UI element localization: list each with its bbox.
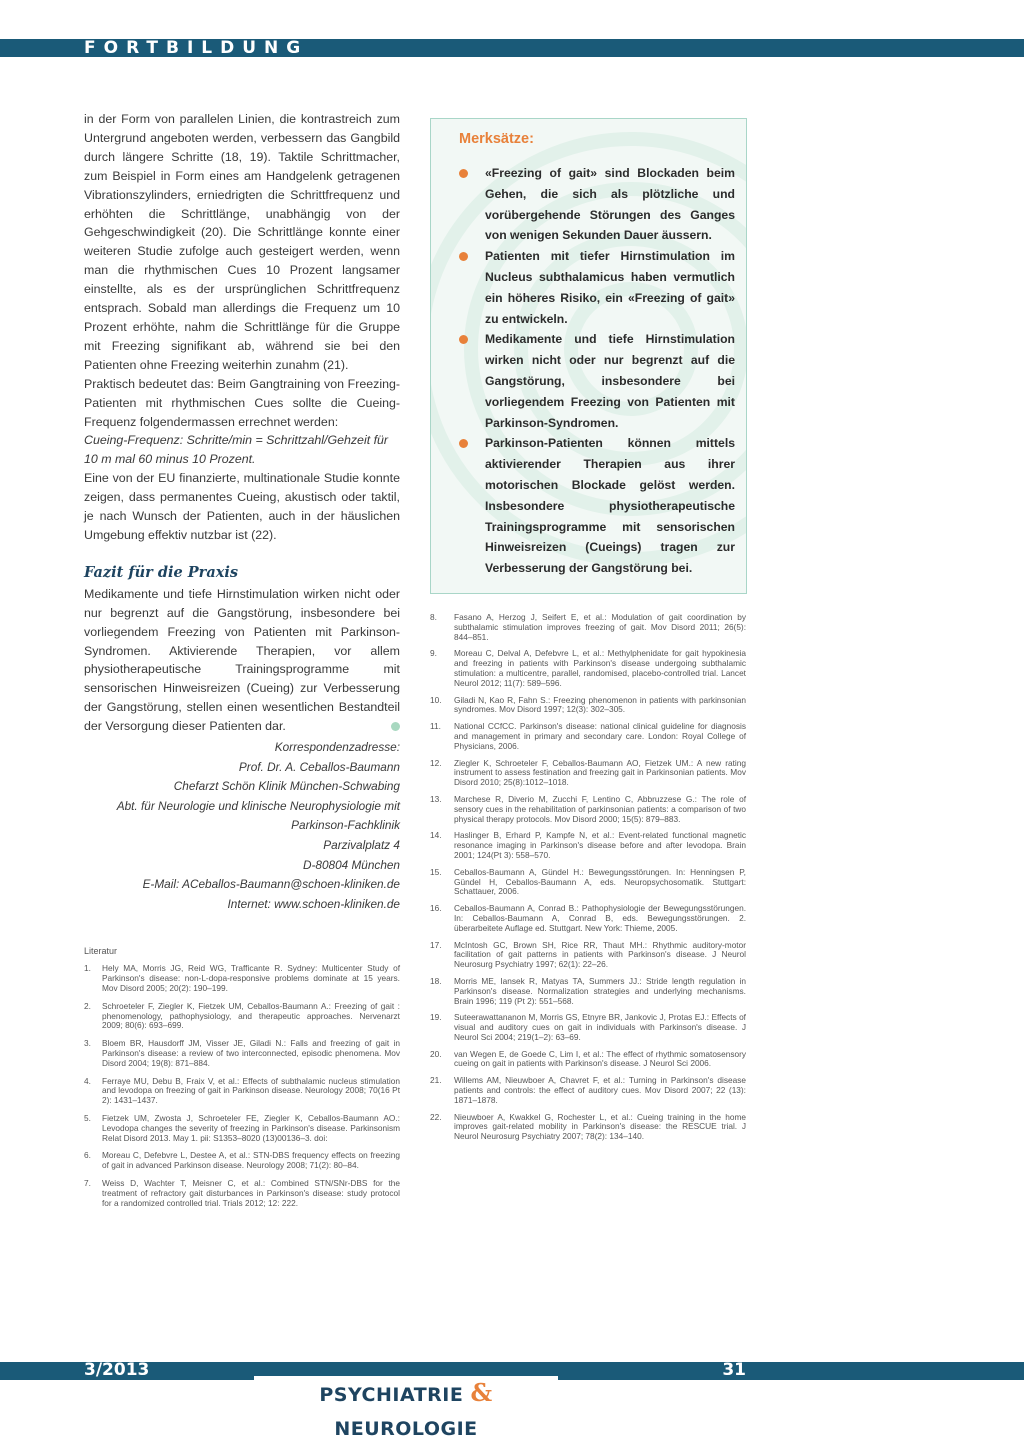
- address-role: Chefarzt Schön Klinik München-Schwabing: [173, 779, 400, 794]
- reference-item: [430, 759, 746, 788]
- reference-text: Ferraye MU, Debu B, Fraix V, et al.: Effects of subthalamic nucleus stimulation and levodopa on freezing of gait in Parkinson disease. Neurology 2008; 70(16 Pt 2): 1431–1437.: [102, 1075, 400, 1106]
- reference-text: van Wegen E, de Goede C, Lim I, et al.: The effect of rhythmic somatosensory cueing on gait in patients with Parkinson's disease. J Neurol Sci 2006.: [454, 1048, 746, 1069]
- merksatz-item: [459, 163, 735, 246]
- reference-item: [430, 613, 746, 642]
- reference-text: Schroeteler F, Ziegler K, Fietzek UM, Ceballos-Baumann A.: Freezing of gait : phenomenology, pathophysiology, and therapeutic approaches. Nervenarzt 2009; 80(6): 693–699.: [102, 1000, 400, 1031]
- reference-number: 3.: [84, 1038, 91, 1049]
- correspondence-address: [84, 738, 400, 914]
- fazit-text: [84, 585, 400, 736]
- reference-text: Willems AM, Nieuwboer A, Chavret F, et al.: Turning in Parkinson's disease patients and controls: the effect of auditory cues. Mov Disord 2007; 22 (13): 1871–1878.: [454, 1075, 746, 1105]
- reference-text: Moreau C, Defebvre L, Destee A, et al.: STN-DBS frequency effects on freezing of gait in advanced Parkinson disease. Neurology 2008; 71(2): 80–84.: [102, 1150, 400, 1171]
- body-paragraph: Praktisch bedeutet das: Beim Gangtraining von Freezing-Patienten mit rhythmischen Cues sollte die Cueing-Frequenz folgendermassen errechnet werden:: [84, 376, 400, 429]
- journal-name: [254, 1376, 558, 1446]
- reference-text: National CCfCC. Parkinson's disease: national clinical guideline for diagnosis and management in primary and secondary care. London: Royal College of Physicians, 2006.: [454, 721, 746, 751]
- reference-text: Haslinger B, Erhard P, Kampfe N, et al.: Event-related functional magnetic resonance imaging in Parkinson's disease before and after levodopa. Brain 2001; 124(Pt 3): 558–570.: [454, 830, 746, 860]
- address-dept: Abt. für Neurologie und klinische Neurophysiologie mit: [116, 798, 400, 813]
- reference-number: 17.: [430, 939, 442, 950]
- reference-item: [430, 649, 746, 688]
- reference-item: [430, 868, 746, 897]
- page-number: 31: [722, 1360, 746, 1380]
- merksatz-text: «Freezing of gait» sind Blockaden beim Gehen, die sich als plötzliche und vorübergehende Störungen des Ganges von wenigen Sekunden Dauer äussern.: [485, 166, 735, 243]
- reference-number: 10.: [430, 694, 442, 705]
- merksatz-text: Parkinson-Patienten können mittels aktivierender Therapien aus ihrer motorischen Blockade gelöst werden. Insbesondere physiotherapeutische Trainingsprogramme mit sensorischen Hinweisreizen (Cueings) tragen zur Verbesserung der Gangstörung bei.: [485, 436, 735, 576]
- reference-number: 5.: [84, 1113, 91, 1123]
- end-of-article-icon: [391, 722, 400, 731]
- reference-number: 12.: [430, 757, 442, 768]
- reference-number: 4.: [84, 1075, 91, 1086]
- reference-item: [430, 1013, 746, 1042]
- fazit-heading: Fazit für die Praxis: [84, 563, 239, 581]
- reference-item: [430, 977, 746, 1006]
- reference-text: Weiss D, Wachter T, Meisner C, et al.: Combined STN/SNr-DBS for the treatment of refractory gait disturbances in Parkinson's disease: study protocol for a randomized controlled trial. Trials 2012; 12: 222.: [102, 1177, 400, 1208]
- reference-number: 6.: [84, 1150, 91, 1161]
- address-email: E-Mail: ACeballos-Baumann@schoen-kliniken.de: [142, 877, 400, 892]
- reference-number: 14.: [430, 830, 442, 841]
- body-paragraph: in der Form von parallelen Linien, die kontrastreich zum Untergrund angeboten werden, verbessern das Gangbild durch längere Schritte (18, 19). Taktile Schrittmacher, zum Beispiel in Form eines am Handgelenk getragenen Vibrationszylinders, erniedrigten die Schrittfrequenz und erhöhten die Schrittlänge, unabhängig von der Gehgeschwindigkeit (20). Die Schrittlänge konnte einer weiteren Studie zufolge auch gesteigert werden, wenn man die rhythmischen Cues 10 Prozent langsamer einstellte, als es der ursprünglichen Schrittfrequenz entsprach. Sobald man allerdings die Frequenz um 10 Prozent erhöhte, nahm die Schrittlänge für die Gruppe mit Freezing signifikant ab, während sie bei den Patienten ohne Freezing weiterhin zunahm (21).: [84, 112, 400, 372]
- address-city: D-80804 München: [302, 857, 400, 872]
- bullet-icon: [459, 335, 468, 344]
- fazit-body: Medikamente und tiefe Hirnstimulation wirken nicht oder nur begrenzt auf die Gangstörung, insbesondere bei vorliegendem Freezing von Patienten mit Parkinson-Syndromen. Aktivierende Therapien, vor allem physiotherapeutische Trainingsprogramme mit sensorischen Hinweisreizen (Cueing) zur Verbesserung der Gangstörung, stellen einen wesentlichen Bestandteil der Versorgung dieser Patienten dar.: [84, 586, 400, 734]
- reference-item: [430, 1113, 746, 1142]
- reference-item: [430, 696, 746, 716]
- merksatz-text: Medikamente und tiefe Hirnstimulation wirken nicht oder nur begrenzt auf die Gangstörung, insbesondere bei vorliegendem Freezing von Patienten mit Parkinson-Syndromen.: [485, 332, 735, 430]
- reference-item: [84, 1151, 400, 1171]
- reference-text: McIntosh GC, Brown SH, Rice RR, Thaut MH.: Rhythmic auditory-motor facilitation of gait patterns in patients with Parkinson's disease. J Neurol Neurosurg Psychiatry 1997; 62(1): 22–26.: [454, 939, 746, 970]
- reference-item: [430, 795, 746, 824]
- reference-text: Ceballos-Baumann A, Conrad B.: Pathophysiologie der Bewegungsstörungen. In: Ceballos-Baumann A, Conrad B, eds. Bewegungsstörungen. 2. überarbeitete Auflage ed. Stuttgart. New York: Thieme, 2005.: [454, 903, 746, 933]
- merksaetze-box: [430, 118, 747, 594]
- reference-text: Nieuwboer A, Kwakkel G, Rochester L, et al.: Cueing training in the home improves gait-related mobility in Parkinson's disease: the RESCUE trial. J Neurol Neurosurg Psychiatry 2007; 78(2): 134–140.: [454, 1111, 746, 1142]
- reference-text: Marchese R, Diverio M, Zucchi F, Lentino C, Abbruzzese G.: The role of sensory cues in the rehabilitation of parkinsonian patients: a comparison of two physical therapy protocols. Mov Disord 2000; 15(5): 879–883.: [454, 793, 746, 824]
- reference-item: [84, 1077, 400, 1106]
- address-street: Parzivalplatz 4: [323, 838, 400, 853]
- reference-item: [430, 941, 746, 970]
- bullet-icon: [459, 439, 468, 448]
- reference-text: Moreau C, Delval A, Defebvre L, et al.: Methylphenidate for gait hypokinesia and freezing in patients with Parkinson's disease undergoing subthalamic stimulation: a multicentre, parallel, randomised, placebo-controlled trial. Lancet Neurol 2012; 11(7): 589–596.: [454, 648, 746, 688]
- reference-number: 15.: [430, 866, 442, 877]
- reference-text: Ceballos-Baumann A, Gündel H.: Bewegungsstörungen. In: Henningsen P, Gündel H, Ceballos-Baumann A, eds. Neuropsychosomatik. Stuttgart: Schattauer, 2006.: [454, 866, 746, 897]
- reference-item: [84, 1002, 400, 1031]
- ampersand-icon: &: [470, 1378, 493, 1407]
- address-web: Internet: www.schoen-kliniken.de: [227, 896, 400, 911]
- reference-item: [430, 1050, 746, 1070]
- section-label: FORTBILDUNG: [84, 38, 309, 58]
- reference-number: 19.: [430, 1012, 442, 1023]
- reference-number: 7.: [84, 1177, 91, 1188]
- reference-text: Hely MA, Morris JG, Reid WG, Trafficante R. Sydney: Multicenter Study of Parkinson's disease: non-L-dopa-responsive problems dominate at 15 years. Mov Disord 2005; 20(2): 190–199.: [102, 963, 400, 994]
- reference-item: [430, 1076, 746, 1105]
- reference-number: 20.: [430, 1048, 442, 1059]
- body-paragraph: Eine von der EU finanzierte, multinationale Studie konnte zeigen, dass permanentes Cueing, akustisch oder taktil, je nach Wunsch der Patienten, auch in der häuslichen Umgebung effektiv nutzbar ist (22).: [84, 471, 400, 542]
- reference-number: 21.: [430, 1075, 442, 1086]
- right-column: [430, 613, 746, 1149]
- issue-number: 3/2013: [84, 1360, 150, 1380]
- reference-text: Fasano A, Herzog J, Seifert E, et al.: Modulation of gait coordination by subthalamic stimulation improves freezing of gait. Mov Disord 2011; 26(5): 844–851.: [454, 612, 746, 642]
- reference-number: 2.: [84, 1000, 91, 1011]
- address-label: Korrespondenzadresse:: [274, 740, 400, 755]
- reference-text: Bloem BR, Hausdorff JM, Visser JE, Giladi N.: Falls and freezing of gait in Parkinson's disease: a review of two interconnected, episodic phenomena. Mov Disord 2004; 19(8): 871–884.: [102, 1038, 400, 1068]
- merksaetze-list: [459, 163, 735, 579]
- reference-number: 9.: [430, 648, 437, 659]
- references-title: Literatur: [84, 946, 118, 957]
- reference-text: Suteerawattananon M, Morris GS, Etnyre BR, Jankovic J, Protas EJ.: Effects of visual and auditory cues on gait in individuals with Parkinson's disease. J Neurol Sci 2004; 219(1–2): 63–69.: [454, 1012, 746, 1042]
- bullet-icon: [459, 169, 468, 178]
- journal-name-part: PSYCHIATRIE: [319, 1384, 464, 1406]
- cueing-formula: Cueing-Frequenz: Schritte/min = Schrittzahl/Gehzeit für 10 m mal 60 minus 10 Prozent.: [84, 433, 389, 467]
- reference-text: Giladi N, Kao R, Fahn S.: Freezing phenomenon in patients with parkinsonian syndromes. Mov Disord 1997; 12(3): 302–305.: [454, 694, 746, 715]
- reference-text: Morris ME, Iansek R, Matyas TA, Summers JJ.: Stride length regulation in Parkinson's disease. Normalization strategies and underlying mechanisms. Brain 1996; 119 (Pt 2): 551–568.: [454, 975, 746, 1006]
- merksatz-item: [459, 246, 735, 329]
- reference-number: 8.: [430, 612, 437, 622]
- address-name: Prof. Dr. A. Ceballos-Baumann: [238, 759, 400, 774]
- reference-item: [430, 722, 746, 751]
- reference-number: 13.: [430, 793, 442, 804]
- reference-item: [84, 1179, 400, 1208]
- left-column: [84, 110, 400, 1216]
- merksaetze-title: Merksätze:: [459, 131, 534, 147]
- journal-logo: [254, 1376, 558, 1440]
- reference-number: 16.: [430, 903, 442, 914]
- reference-number: 18.: [430, 975, 442, 986]
- reference-item: [430, 831, 746, 860]
- reference-item: [84, 964, 400, 993]
- reference-text: Ziegler K, Schroeteler F, Ceballos-Baumann AO, Fietzek UM.: A new rating instrument to assess festination and freezing gait in Parkinsonian patients. Mov Disord 2010; 25(8):1012–1018.: [454, 757, 746, 788]
- reference-number: 22.: [430, 1111, 442, 1122]
- references-list-left: [84, 964, 400, 1208]
- journal-name-part: NEUROLOGIE: [334, 1418, 478, 1440]
- reference-number: 11.: [430, 721, 441, 732]
- address-dept: Parkinson-Fachklinik: [291, 818, 400, 833]
- reference-item: [84, 1039, 400, 1068]
- bullet-icon: [459, 252, 468, 261]
- merksatz-item: [459, 329, 735, 433]
- merksatz-item: [459, 433, 735, 579]
- merksatz-text: Patienten mit tiefer Hirnstimulation im Nucleus subthalamicus haben vermutlich ein höheres Risiko, ein «Freezing of gait» zu entwickeln.: [485, 249, 735, 326]
- reference-item: [430, 904, 746, 933]
- reference-text: Fietzek UM, Zwosta J, Schroeteler FE, Ziegler K, Ceballos-Baumann AO.: Levodopa changes the severity of freezing in Parkinson's disease. Parkinsonism Relat Disord 2013. May 1. pii: S1353–8020 (13)00136–3. doi:: [102, 1113, 400, 1143]
- references-list-right: [430, 613, 746, 1142]
- reference-item: [84, 1114, 400, 1143]
- reference-number: 1.: [84, 963, 91, 974]
